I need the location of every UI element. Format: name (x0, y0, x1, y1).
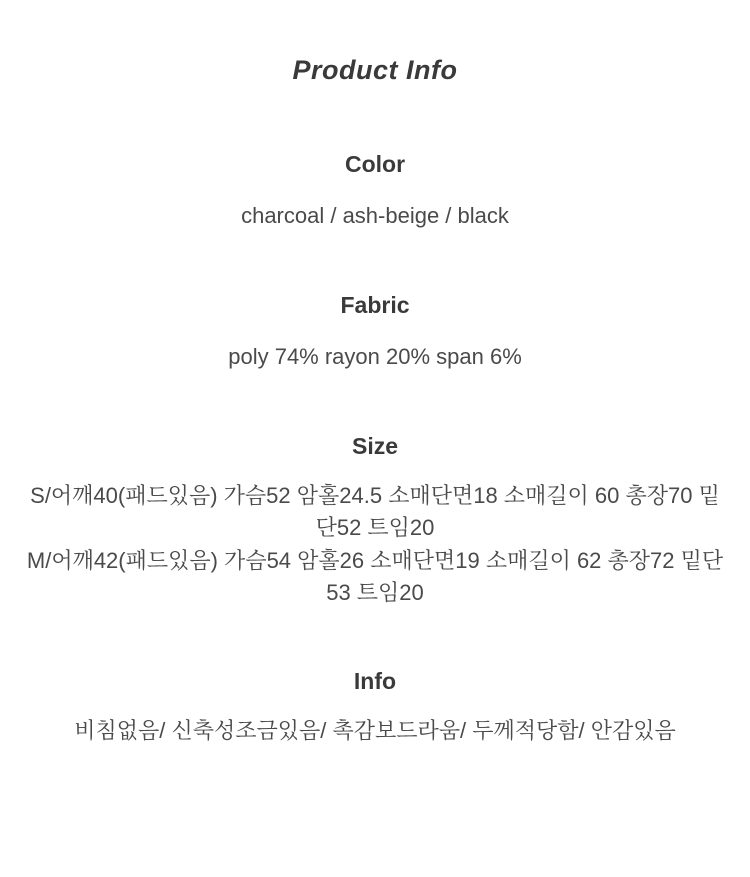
info-line: 비침없음/ 신축성조금있음/ 촉감보드라움/ 두께적당함/ 안감있음 (74, 717, 676, 743)
section-body-size (25, 480, 725, 610)
section-heading-info: Info (353, 667, 397, 694)
page-title: Product Info (292, 55, 458, 85)
section-body-info (25, 715, 725, 748)
section-color (0, 86, 750, 232)
section-heading-size: Size (351, 432, 399, 459)
section-info (0, 610, 750, 748)
section-heading-color: Color (344, 151, 406, 177)
section-size (0, 373, 750, 610)
size-line: M/어깨42(패드있음) 가슴54 암홀26 소매단면19 소매길이 62 총장72 밑단53 트임20 (26, 547, 724, 606)
section-body-fabric: poly 74% rayon 20% span 6% (228, 343, 522, 369)
section-heading-fabric: Fabric (340, 291, 410, 318)
size-line: S/어깨40(패드있음) 가슴52 암홀24.5 소매단면18 소매길이 60 총장70 밑단52 트임20 (30, 482, 720, 541)
section-body-color: charcoal / ash-beige / black (241, 203, 509, 228)
section-fabric (0, 232, 750, 373)
